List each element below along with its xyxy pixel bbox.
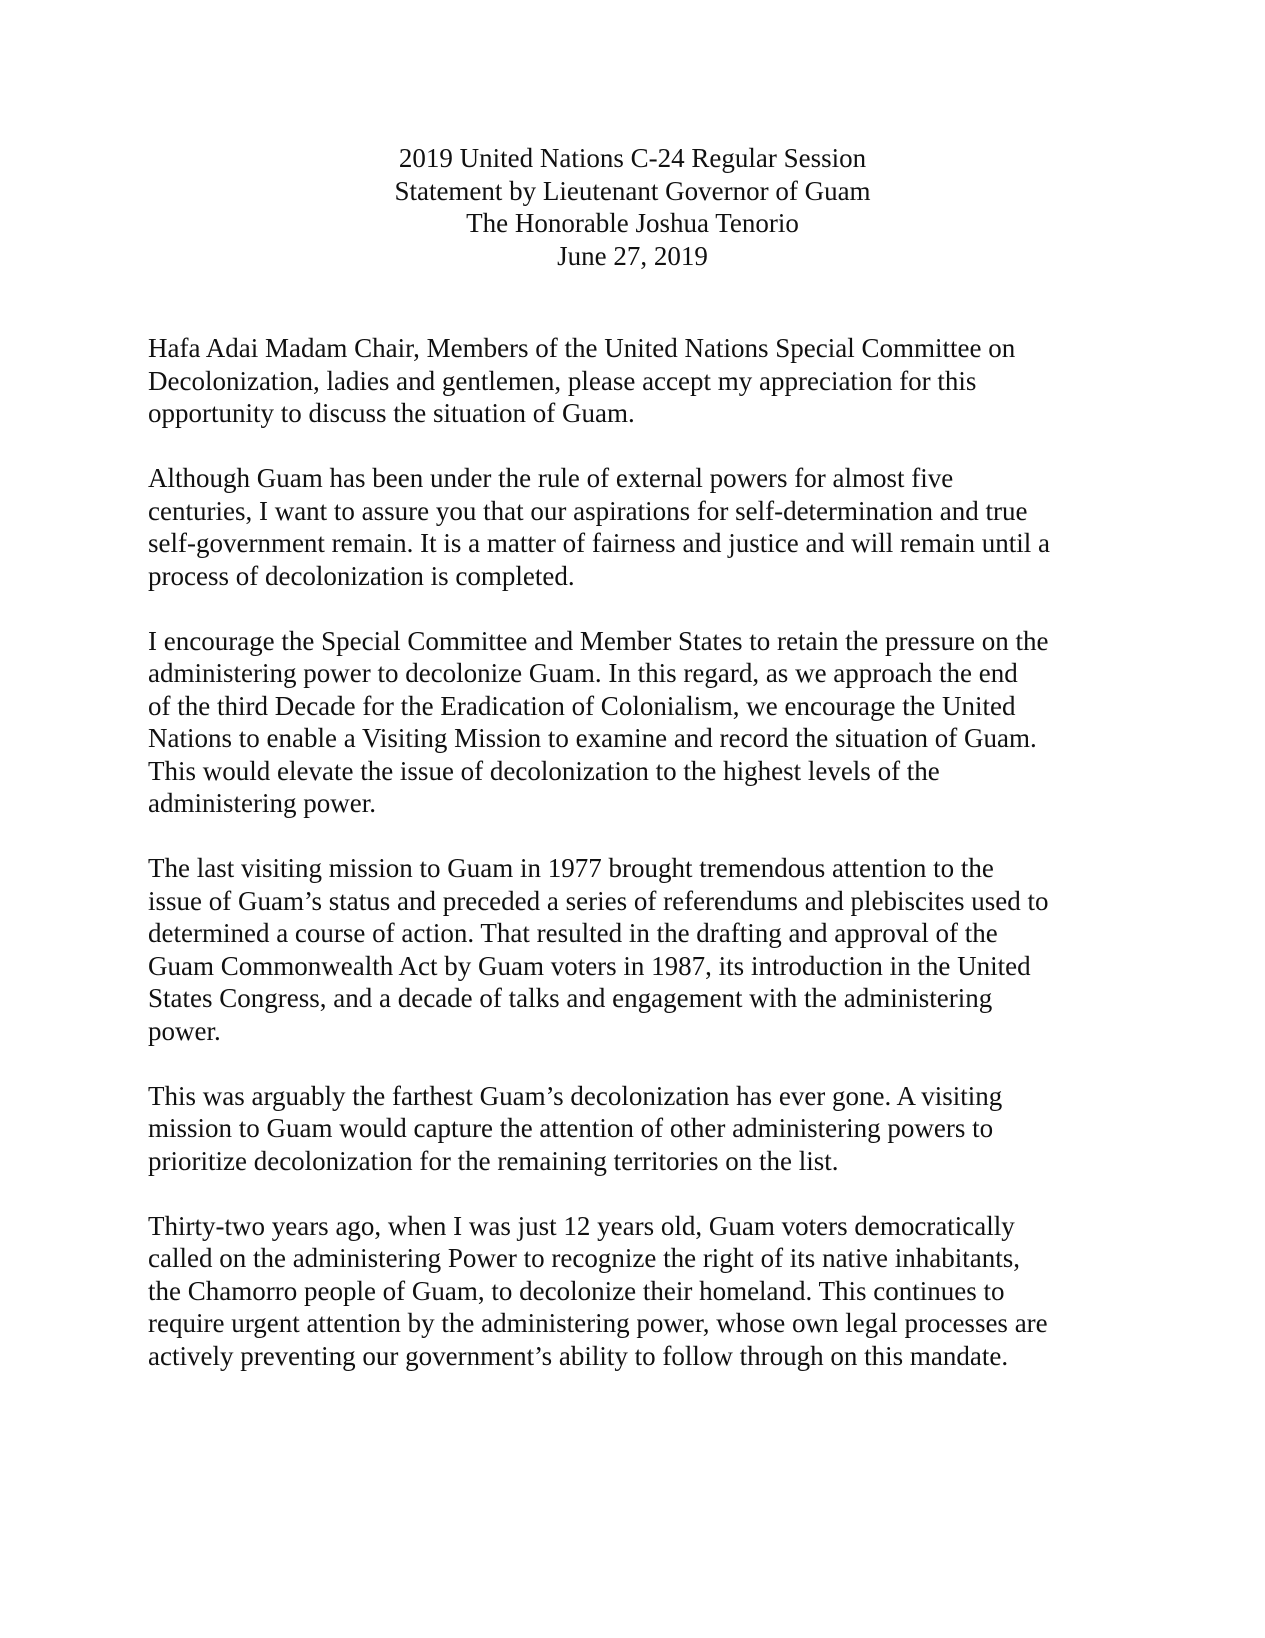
text-line: administering power to decolonize Guam. In this regard, as we approach the end [148, 658, 1018, 688]
paragraph-visiting-mission-request [148, 625, 1108, 820]
session-title: 2019 United Nations C-24 Regular Session [398, 143, 867, 173]
text-line: self-government remain. It is a matter of fairness and justice and will remain until a [148, 528, 1050, 558]
statement-date: June 27, 2019 [557, 240, 708, 271]
text-line: require urgent attention by the administering power, whose own legal processes are [148, 1308, 1048, 1338]
paragraph-aspirations [148, 462, 1108, 592]
text-line: Hafa Adai Madam Chair, Members of the United Nations Special Committee on [148, 333, 1016, 363]
text-line: This would elevate the issue of decolonization to the highest levels of the [148, 755, 940, 786]
text-line: centuries, I want to assure you that our aspirations for self-determination and true [148, 495, 1028, 526]
statement-body [148, 332, 1108, 1405]
paragraph-greeting [148, 332, 1108, 430]
text-line: Guam Commonwealth Act by Guam voters in 1987, its introduction in the United [148, 950, 1031, 981]
text-line: process of decolonization is completed. [148, 560, 575, 591]
text-line: mission to Guam would capture the attention of other administering powers to [148, 1113, 994, 1143]
text-line: administering power. [148, 788, 376, 818]
paragraph-thirty-two-years [148, 1210, 1108, 1373]
text-line: States Congress, and a decade of talks and engagement with the administering [148, 983, 993, 1013]
text-line: Decolonization, ladies and gentlemen, please accept my appreciation for this [148, 365, 977, 396]
text-line: determined a course of action. That resulted in the drafting and approval of the [148, 918, 998, 948]
text-line: I encourage the Special Committee and Member States to retain the pressure on the [148, 625, 1049, 656]
text-line: opportunity to discuss the situation of Guam. [148, 398, 635, 428]
text-line: The last visiting mission to Guam in 1977 brought tremendous attention to the [148, 853, 994, 883]
text-line: the Chamorro people of Guam, to decolonize their homeland. This continues to [148, 1275, 1005, 1306]
paragraph-farthest-progress [148, 1080, 1108, 1178]
text-line: Nations to enable a Visiting Mission to examine and record the situation of Guam. [148, 723, 1037, 753]
speaker-name: The Honorable Joshua Tenorio [466, 208, 799, 238]
text-line: This was arguably the farthest Guam’s decolonization has ever gone. A visiting [148, 1080, 1003, 1111]
text-line: called on the administering Power to recognize the right of its native inhabitants, [148, 1243, 1021, 1273]
text-line: Although Guam has been under the rule of external powers for almost five [148, 463, 954, 493]
text-line: power. [148, 1015, 221, 1046]
text-line: of the third Decade for the Eradication of Colonialism, we encourage the United [148, 690, 1016, 721]
paragraph-1977-mission [148, 852, 1108, 1047]
statement-header [0, 142, 1265, 272]
text-line: actively preventing our government’s ability to follow through on this mandate. [148, 1340, 1009, 1371]
text-line: prioritize decolonization for the remaining territories on the list. [148, 1145, 839, 1176]
text-line: Thirty-two years ago, when I was just 12 years old, Guam voters democratically [148, 1210, 1015, 1241]
text-line: issue of Guam’s status and preceded a series of referendums and plebiscites used to [148, 885, 1049, 916]
statement-subtitle: Statement by Lieutenant Governor of Guam [394, 175, 871, 206]
